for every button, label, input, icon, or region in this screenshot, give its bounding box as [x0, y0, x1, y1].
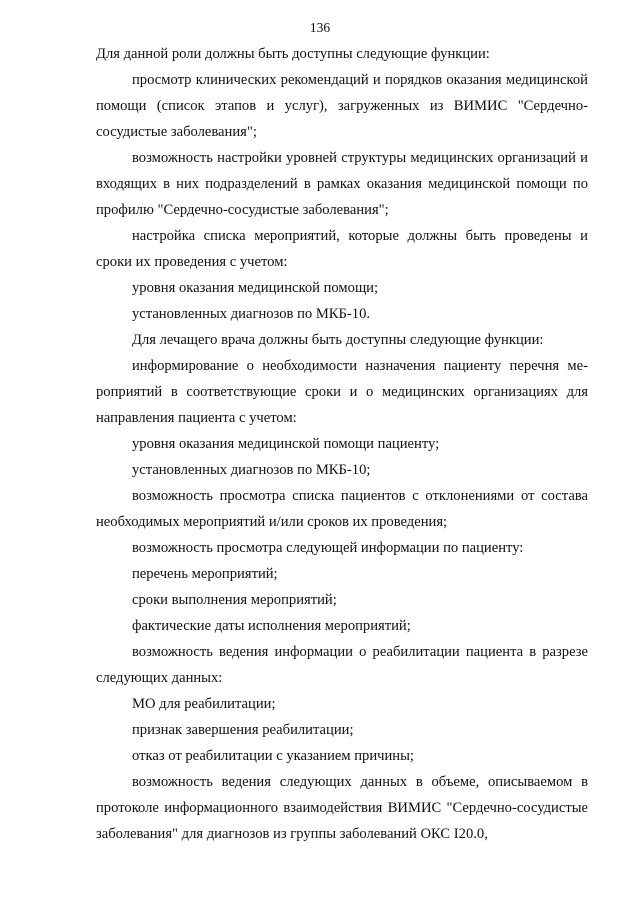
page-number: 136	[309, 20, 331, 35]
paragraph-activities-list: перечень мероприятий;	[132, 566, 278, 582]
paragraph-rehabilitation-refusal: отказ от реабилитации с указанием причины;	[132, 748, 414, 764]
paragraph-rehabilitation-mo: МО для реабилитации;	[132, 696, 276, 712]
paragraph-view-patient-info: возможность просмотра следующей информации по пациенту:	[132, 540, 524, 556]
paragraph-configure-activities-list: настройка списка мероприятий, которые должны быть проведены и сроки их проведения с учетом:	[96, 228, 588, 270]
paragraph-view-clinical-guidelines: просмотр клинических рекомендаций и порядков оказания медицинской помощи (список этапов и услуг), загруженных из ВИМИС "Сердечно-сосудистые заболевания";	[96, 72, 588, 140]
paragraph-patient-care-level: уровня оказания медицинской помощи пациенту;	[132, 436, 440, 452]
paragraph-configure-structure-levels: возможность настройки уровней структуры медицинских организаций и входящих в них подразделений в рамках оказания медицинской помощи по профилю "Сердечно-сосудистые заболевания";	[96, 150, 588, 218]
paragraph-protocol-data: возможность ведения следующих данных в объеме, описываемом в протоколе информационного взаимодействия ВИМИС "Сердечно-сосудистые заболевания" для диагнозов из группы заболеваний ОКС I20.0,	[96, 774, 588, 842]
paragraph-activities-deadlines: сроки выполнения мероприятий;	[132, 592, 337, 608]
paragraph-patient-icd10-diagnoses: установленных диагнозов по МКБ-10;	[132, 462, 371, 478]
document-body	[96, 41, 588, 847]
paragraph-icd10-diagnoses: установленных диагнозов по МКБ-10.	[132, 306, 371, 322]
paragraph-care-level: уровня оказания медицинской помощи;	[132, 280, 379, 296]
paragraph-rehabilitation-info: возможность ведения информации о реабилитации пациента в разрезе следующих данных:	[96, 644, 588, 686]
paragraph-view-deviations-list: возможность просмотра списка пациентов с отклонениями от состава необходимых мероприятий и/или сроков их проведения;	[96, 488, 588, 530]
paragraph-inform-activities: информирование о необходимости назначения пациенту перечня мероприятий в соответствующие сроки и о медицинских организациях для направления пациента с учетом:	[96, 358, 588, 426]
paragraph-actual-dates: фактические даты исполнения мероприятий;	[132, 618, 411, 634]
paragraph-intro-admin-role: Для данной роли должны быть доступны следующие функции:	[96, 46, 490, 62]
paragraph-intro-physician-role: Для лечащего врача должны быть доступны следующие функции:	[132, 332, 544, 348]
paragraph-rehabilitation-completion: признак завершения реабилитации;	[132, 722, 354, 738]
